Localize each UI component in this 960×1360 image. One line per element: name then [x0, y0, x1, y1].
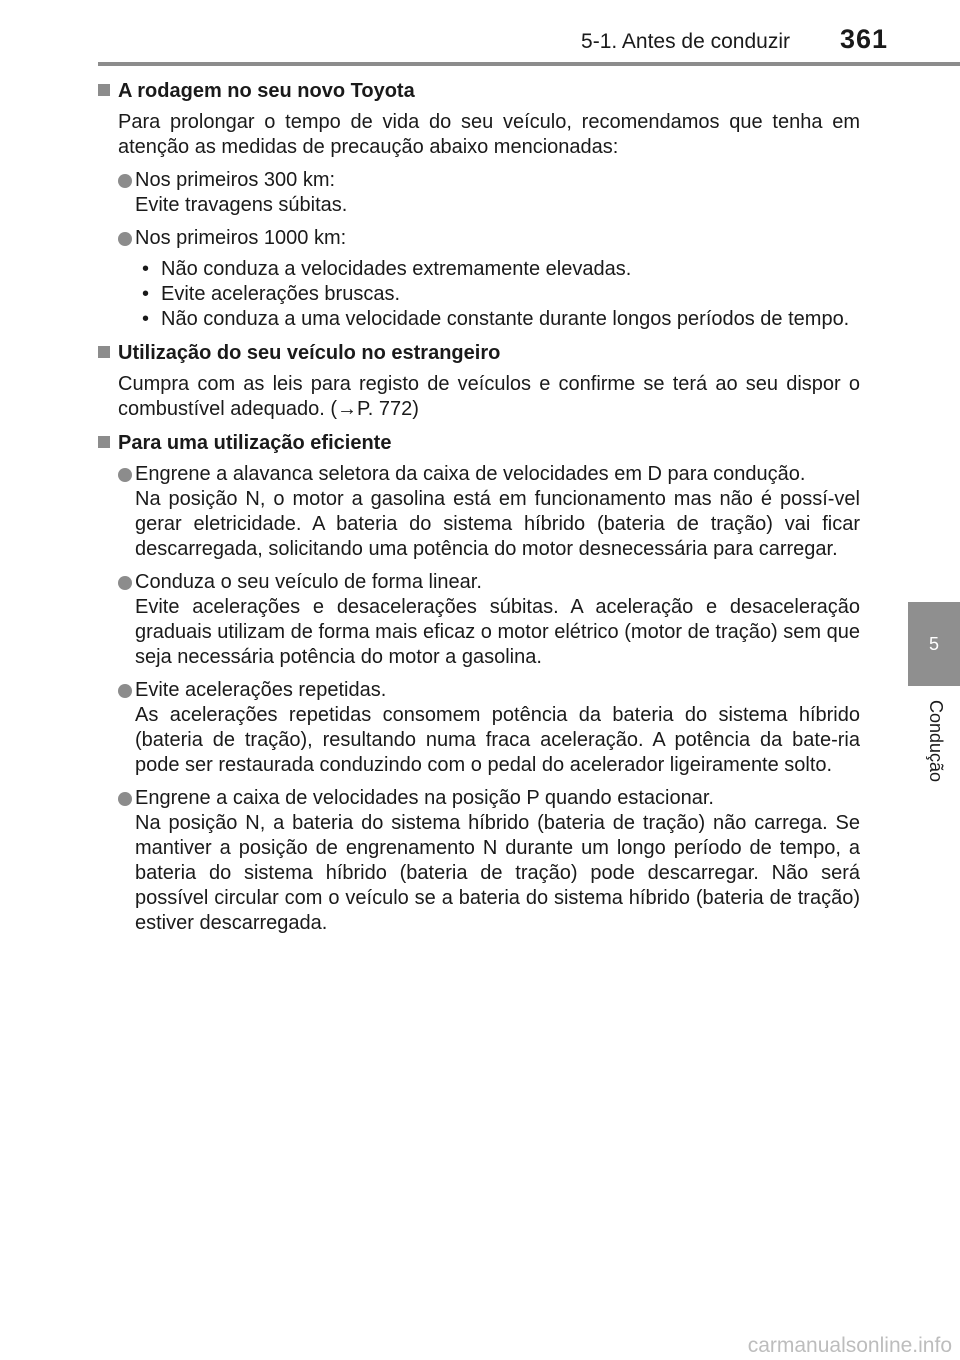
section-title: Para uma utilização eficiente: [118, 432, 392, 454]
header-section-title: 5-1. Antes de conduzir: [581, 30, 790, 53]
circle-bullet-icon: [118, 792, 132, 806]
list-item: [118, 786, 860, 936]
sub-bullet-text: Não conduza a velocidades extremamente elevadas.: [161, 258, 632, 280]
section-title: Utilização do seu veículo no estrangeiro: [118, 342, 501, 364]
page-content: [98, 78, 860, 944]
section-estrangeiro: [98, 340, 860, 422]
item-lead: Conduza o seu veículo de forma linear.: [135, 571, 482, 593]
circle-bullet-icon: [118, 232, 132, 246]
bullet-dot-icon: •: [142, 258, 150, 280]
list-item: [118, 462, 860, 562]
list-item: [118, 678, 860, 778]
section-intro: Para prolongar o tempo de vida do seu veículo, recomendamos que tenha em atenção as medidas de precaução abaixo mencionadas:: [118, 111, 860, 158]
sub-bullet: [135, 282, 860, 307]
circle-bullet-icon: [118, 174, 132, 188]
sub-bullet: [135, 307, 860, 332]
item-text: Evite travagens súbitas.: [135, 194, 348, 216]
chapter-label: Condução: [926, 700, 946, 783]
page-number: 361: [839, 24, 888, 54]
circle-bullet-icon: [118, 576, 132, 590]
list-item: [118, 226, 860, 332]
square-bullet-icon: [98, 346, 110, 358]
bullet-dot-icon: •: [142, 283, 150, 305]
item-lead: Engrene a alavanca seletora da caixa de velocidades em D para condução.: [135, 463, 806, 485]
chapter-tab: 5: [908, 602, 960, 686]
item-text: Evite acelerações e desacelerações súbitas. A aceleração e desaceleração graduais utilizam de forma mais eficaz o motor elétrico (motor de tração) sem que seja necessária potência do motor a gasolina.: [135, 596, 860, 668]
item-lead: Engrene a caixa de velocidades na posição P quando estacionar.: [135, 787, 714, 809]
item-text: Na posição N, a bateria do sistema híbrido (bateria de tração) não carrega. Se mantiver a posição de engrenamento N durante um longo período de tempo, a bateria do sistema híbrido (bateria de tração) pode descarregar. Não será possível circular com o veículo se a bateria do sistema híbrido (bateria de tração) estiver descarregada.: [135, 812, 860, 934]
section-heading: [98, 430, 860, 456]
sub-bullet-text: Evite acelerações bruscas.: [161, 283, 401, 305]
section-intro: Cumpra com as leis para registo de veículos e confirme se terá ao seu dispor o combustível adequado. (→P. 772): [118, 373, 860, 420]
list-item: [118, 570, 860, 670]
list-item: [118, 168, 860, 218]
sub-bullet: [135, 257, 860, 282]
section-heading: [98, 340, 860, 366]
sub-bullet-text: Não conduza a uma velocidade constante durante longos períodos de tempo.: [161, 308, 850, 330]
item-text: Na posição N, o motor a gasolina está em funcionamento mas não é possí-vel gerar eletricidade. A bateria do sistema híbrido (bateria de tração) vai ficar descarregada, solicitando uma potência do motor desnecessária para carregar.: [135, 488, 860, 560]
bullet-dot-icon: •: [142, 308, 150, 330]
square-bullet-icon: [98, 436, 110, 448]
circle-bullet-icon: [118, 468, 132, 482]
page-header: [0, 0, 960, 66]
watermark-text: carmanualsonline.info: [747, 1334, 952, 1357]
sub-bullet-list: [135, 257, 860, 332]
item-text: As acelerações repetidas consomem potência da bateria do sistema híbrido (bateria de tração), resultando numa fraca aceleração. A potência da bate-ria pode ser restaurada conduzindo com o pedal do acelerador ligeiramente solto.: [135, 704, 860, 776]
item-lead: Nos primeiros 1000 km:: [135, 227, 347, 249]
circle-bullet-icon: [118, 684, 132, 698]
square-bullet-icon: [98, 84, 110, 96]
section-rodagem: [98, 78, 860, 332]
item-lead: Nos primeiros 300 km:: [135, 169, 336, 191]
section-eficiente: [98, 430, 860, 936]
header-rule: [98, 62, 960, 66]
section-heading: [98, 78, 860, 104]
section-title: A rodagem no seu novo Toyota: [118, 80, 415, 102]
item-lead: Evite acelerações repetidas.: [135, 679, 387, 701]
